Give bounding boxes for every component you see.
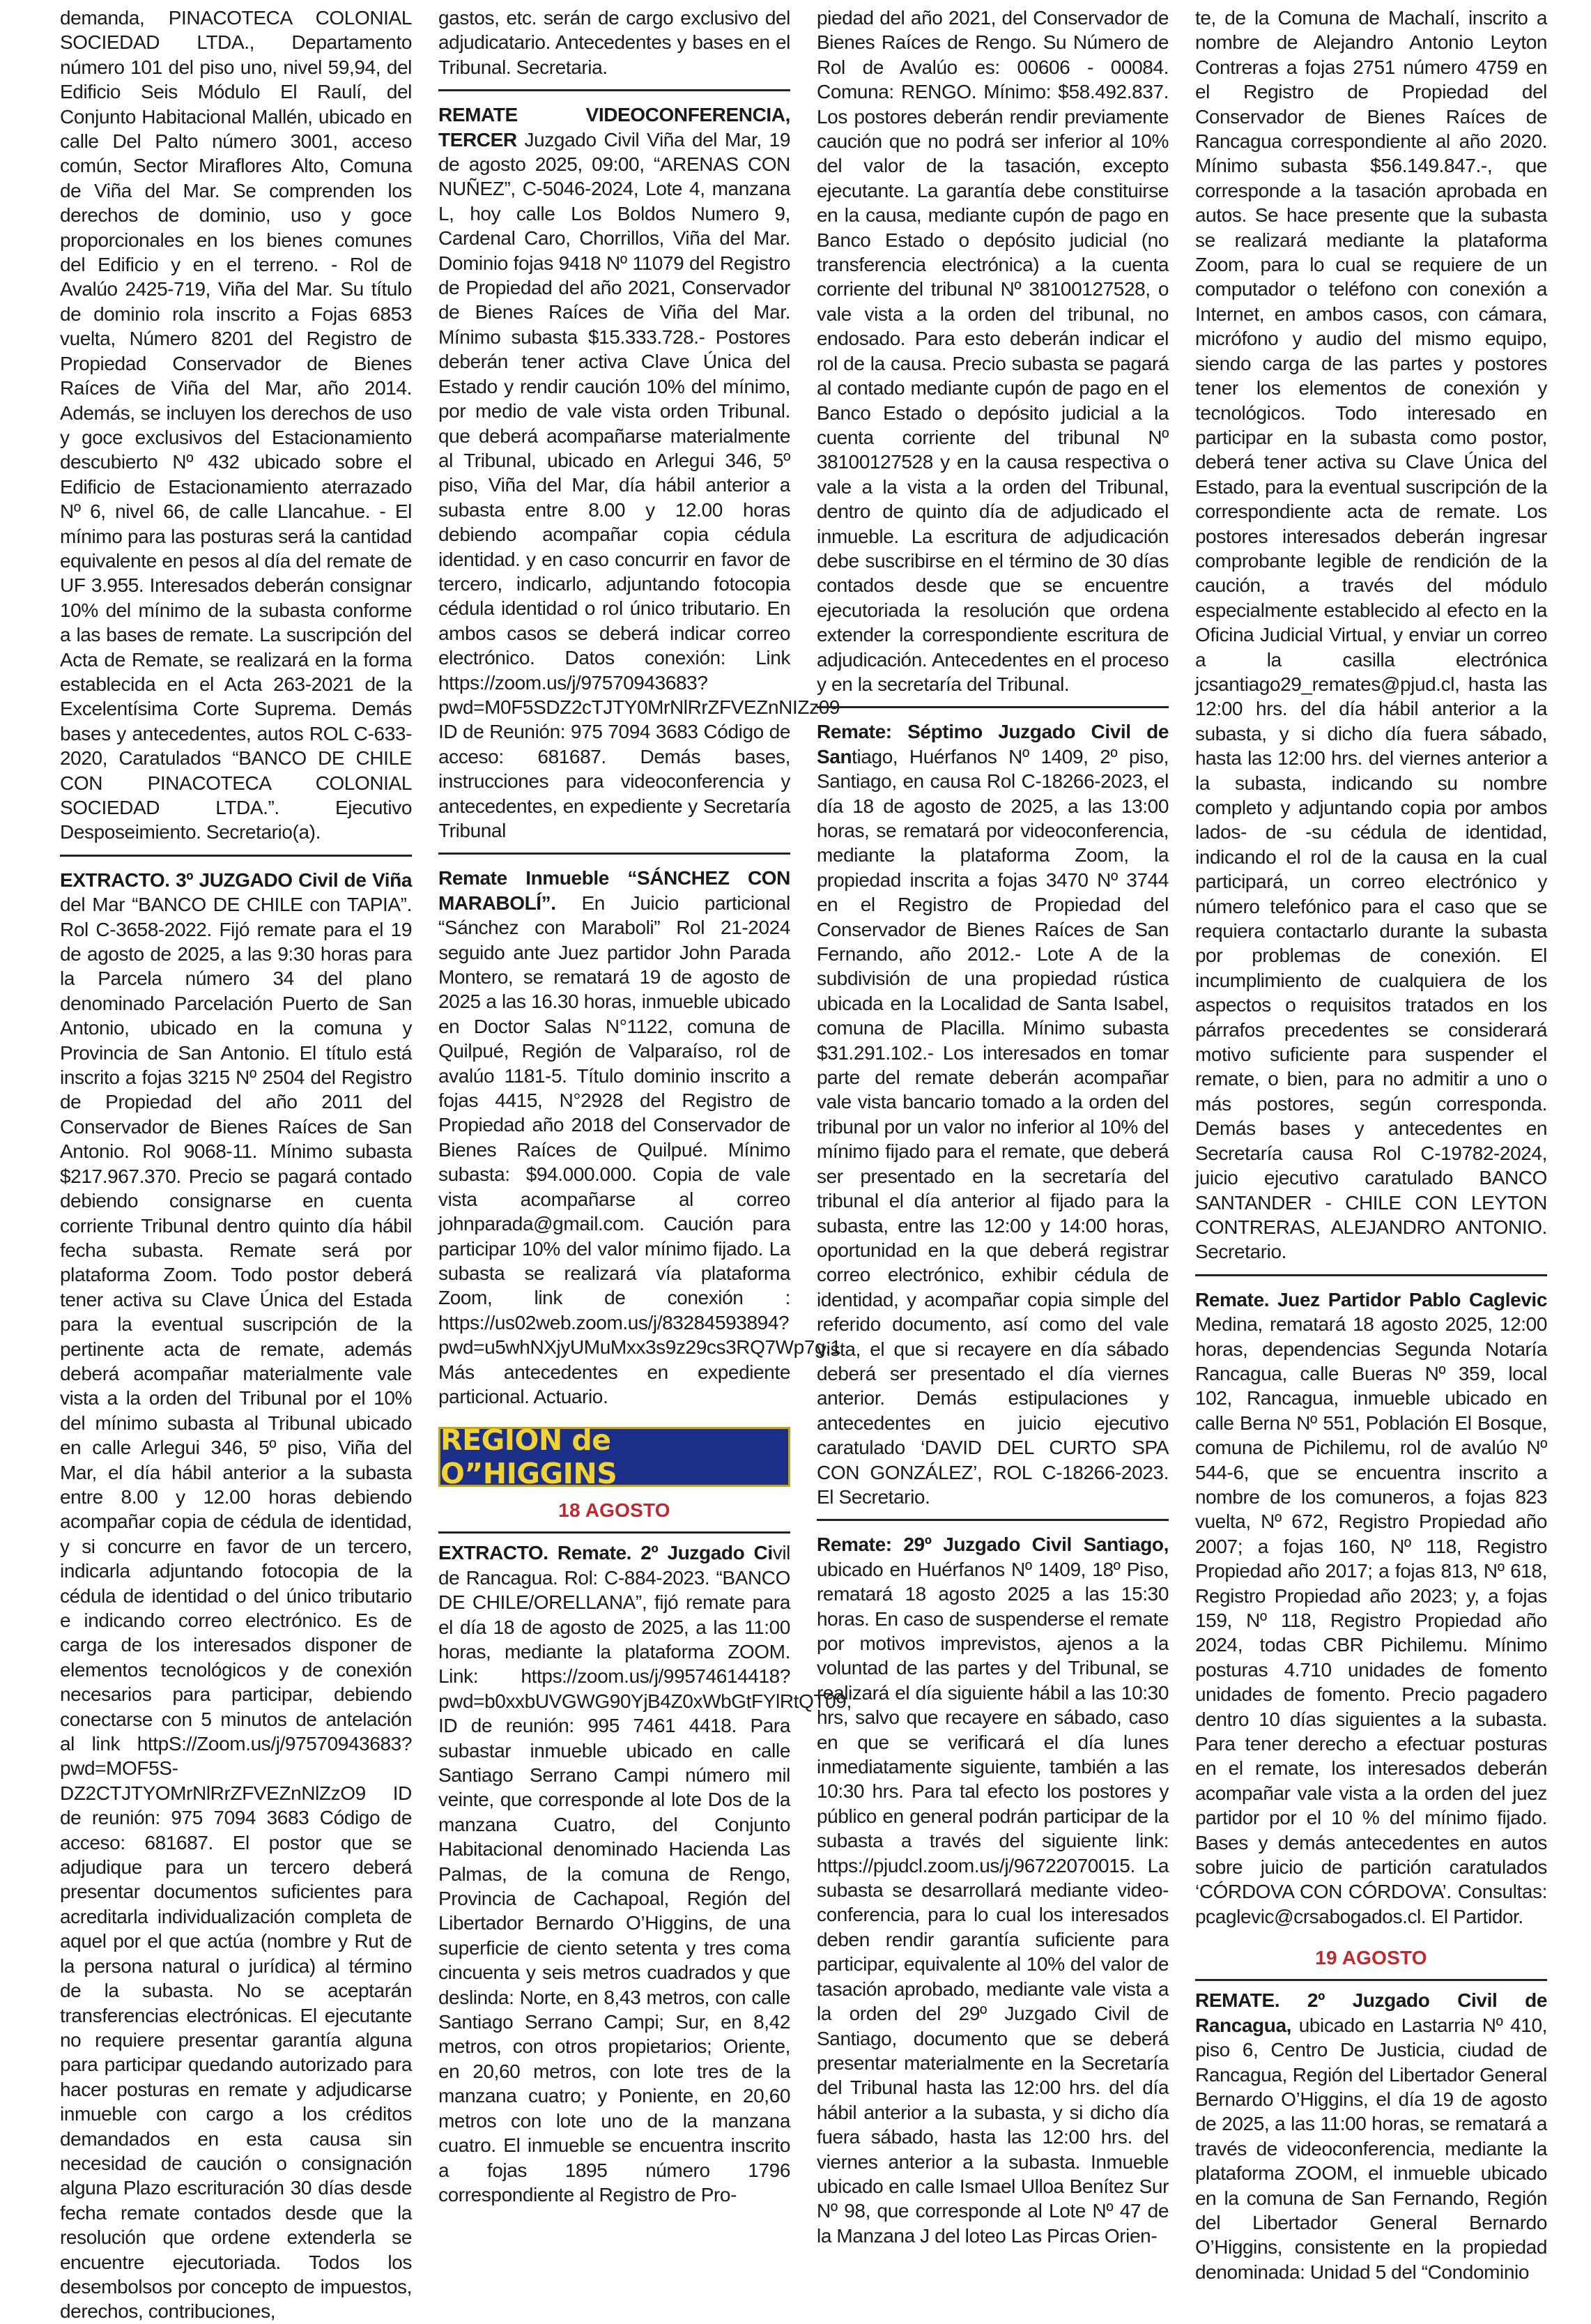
notice-lead: EXTRACTO. Remate. 2º Juzgado Ci bbox=[438, 1542, 773, 1564]
date-heading-label: 18 AGOSTO bbox=[558, 1499, 670, 1522]
notice-tapia-continued bbox=[438, 6, 790, 79]
notice-banco-chile-tapia bbox=[60, 868, 412, 2324]
notice-lead: REMATE. 2º Juzgado Civil de Rancagua, bbox=[1195, 1989, 1547, 2036]
column-1 bbox=[60, 6, 412, 2323]
notice-lead: Remate: Séptimo Juzgado Civil de San bbox=[817, 721, 1169, 767]
notice-divider bbox=[438, 89, 790, 91]
notice-divider bbox=[817, 1519, 1169, 1521]
region-banner bbox=[438, 1423, 790, 1491]
notice-sanchez-con-maraboli bbox=[438, 866, 841, 1409]
notice-body: del Mar “BANCO DE CHILE con TAPIA”. Rol C-3658-2022. Fijó remate para el 19 de agosto de 2025, a las 9:30 horas para la Parcela número 34 del plano denominado Parcelación Puerto de San Antonio, ubicado en la comuna y Provincia de San Antonio. El título está inscrito a fojas 3215 Nº 2504 del Registro de Propiedad del año 2011 del Conservador de Bienes Raíces de San Antonio. Rol 9068-11. Mínimo subasta $217.967.370. Precio se pagará contado debiendo consignarse en cuenta corriente Tribunal dentro quinto día hábil fecha subasta. Remate será por plataforma Zoom. Todo postor deberá tener activa su Clave Única del Estada para la eventual suscripción de la pertinente acta de remate, además deberá acompañar materialmente vale vista a la orden del Tribunal por el 10% del mínimo subasta al Tribunal ubicado en calle Arlegui 346, 5º piso, Viña del Mar, el día hábil anterior a la subasta entre 8.00 y 12.00 horas debiendo acompañar copia de cédula de identidad, y si concurre en favor de un tercero, indicarla adjuntando fotocopia de la cédula de identidad o del único tributario e indicando correo electrónico. Es de carga de los interesados disponer de elementos tecnológicos y de conexión necesarios para participar, debiendo conectarse con 5 minutos de antelación al link httpS://Zoom.us/j/97570943683?pwd=MOF5S-DZ2CTJTYOMrNlRrZFVEZnNlZzO9 ID de reunión: 975 7094 3683 Código de acceso: 681687. El postor que se adjudique para un tercero deberá presentar documentos suficientes para acreditarla individualización completa de aquel por el que actúa (nombre y Rut de la persona natural o jurídica) al término de la subasta. No se aceptarán transferencias electrónicas. El ejecutante no requiere presentar garantía alguna para participar quedando autorizado para hacer posturas en remate y adjudicarse inmueble con cargo a los créditos demandados en esta causa sin necesidad de caución o consignación alguna Plazo escrituración 30 días desde fecha remate contados desde que la resolución que ordene extenderla se encuentre ejecutoriada. Todos los desembolsos por concepto de impuestos, derechos, contribuciones, bbox=[60, 894, 412, 2323]
notice-29-juzgado-santiago bbox=[817, 1532, 1169, 2248]
notice-leyton-continued bbox=[1195, 6, 1547, 1264]
notice-divider bbox=[60, 855, 412, 857]
notice-body: te, de la Comuna de Machalí, inscrito a nombre de Alejandro Antonio Leyton Contreras a fojas 2751 número 4759 en el Registro de Propiedad del Conservador de Bienes Raíces de Rancagua correspondiente al año 2020. Mínimo subasta $56.149.847.-, que corresponde a la tasación aprobada en autos. Se hace presente que la subasta se realizará mediante la plataforma Zoom, para lo cual se requiere de un computador o teléfono con conexión a Internet, en ambos casos, con cámara, micrófono y audio del mismo equipo, siendo carga de las partes y postores tener los elementos de conexión y tecnológicos. Todo interesado en participar en la subasta como postor, deberá tener activa su Clave Única del Estado, para la eventual suscripción de la correspondiente acta de remate. Los postores interesados deberán ingresar comprobante legible de rendición de la caución, a través del módulo especialmente establecido al efecto en la Oficina Judicial Virtual, y enviar un correo a la casilla electrónica jcsantiago29_remates@pjud.cl, hasta las 12:00 hrs. del día hábil anterior a la subasta, y si dicho día fuera sábado, hasta las 12:00 hrs. del viernes anterior a la subasta, indicando su nombre completo y adjuntando copia por ambos lados- de -su cédula de identidad, indicando el rol de la causa en la cual participará, un correo electrónico y número telefónico para el caso que se requiera contactarlo durante la subasta por problemas de conexión. El incumplimiento de cualquiera de los aspectos o requisitos tratados en los párrafos precedentes se considerará motivo suficiente para suspender el remate, o bien, para no admitir a uno o más postores, según corresponda. Demás bases y antecedentes en Secretaría causa Rol C-19782-2024, juicio ejecutivo caratulado BANCO SANTANDER - CHILE CON LEYTON CONTRERAS, ALEJANDRO ANTONIO. Secretario. bbox=[1195, 7, 1547, 1263]
notice-body: Juzgado Civil Viña del Mar, 19 de agosto 2025, 09:00, “ARENAS CON NUÑEZ”, C-5046-2024, Lote 4, manzana L, hoy calle Los Boldos Numero 9, Cardenal Caro, Chorrillos, Viña del Mar. Dominio fojas 9418 Nº 11079 del Registro de Propiedad del año 2021, Conservador de Bienes Raíces de Viña del Mar. Mínimo subasta $15.333.728.- Postores deberán tener activa Clave Única del Estado y rendir caución 10% del mínimo, por medio de vale vista orden Tribunal. que deberá acompañarse materialmente al Tribunal, ubicado en Arlegui 346, 5º piso, Viña del Mar, día hábil anterior a subasta entre 8.00 y 12.00 horas debiendo acompañar copia cédula identidad. y en caso concurrir en favor de tercero, indicarlo, adjuntando fotocopia cédula identidad o rol único tributario. En ambos casos se deberá indicar correo electrónico. Datos conexión: Link https://zoom.us/j/97570943683?pwd=M0F5SDZ2cTJTY0MrNlRrZFVEZnNIZz09 ID de Reunión: 975 7094 3683 Código de acceso: 681687. Demás bases, instrucciones para videoconferencia y antecedentes, en expediente y Secretaría Tribunal bbox=[438, 128, 840, 841]
notice-lead: EXTRACTO. 3º JUZGADO Civil de Viña bbox=[60, 869, 412, 891]
date-heading-label: 19 AGOSTO bbox=[1315, 1947, 1427, 1969]
notice-body: Medina, rematará 18 agosto 2025, 12:00 horas, dependencias Segunda Notaría Rancagua, calle Bueras Nº 359, local 102, Rancagua, inmueble ubicado en calle Berna Nº 551, Población El Bosque, comuna de Pichilemu, rol de avalúo Nº 544-6, que se encuentra inscrito a nombre de los comuneros, a fojas 823 vuelta, Nº 672, Registro Propiedad año 2007; a fojas 160, Nº 118, Registro Propiedad año 2017; a fojas 813, Nº 618, Registro Propiedad año 2023; y, a fojas 159, Nº 118, Registro Propiedad año 2024, todas CBR Pichilemu. Mínimo posturas 4.710 unidades de fomento unidades de fomento. Precio pagadero dentro 10 días siguientes a la subasta. Para tener derecho a efectuar posturas en el remate, los interesados deberán acompañar vale vista a la orden del juez partidor por el 10 % del mínimo fijado. Bases y demás antecedentes en autos sobre juicio de partición caratulados ‘CÓRDOVA CON CÓRDOVA’. Consultas: pcaglevic@crsabogados.cl. El Partidor. bbox=[1195, 1313, 1547, 1927]
column-4 bbox=[1195, 6, 1547, 2283]
date-heading-19-agosto bbox=[1195, 1947, 1547, 1981]
notice-body: ubicado en Lastarria Nº 410, piso 6, Centro De Justicia, ciudad de Rancagua, Región del Libertador General Bernardo O’Higgins, el día 19 de agosto de 2025, a las 11:00 horas, se rematará a través de videoconferencia, mediante la plataforma ZOOM, el inmueble ubicado en la comuna de San Fernando, Región del Libertador General Bernardo O’Higgins, consistente en la propiedad denominada: Unidad 5 del “Condominio bbox=[1195, 2014, 1547, 2283]
notice-body: En Juicio particional “Sánchez con Maraboli” Rol 21-2024 seguido ante Juez partidor John Parada Montero, se rematará 19 de agosto de 2025 a las 16.30 horas, inmueble ubicado en Doctor Salas N°1122, comuna de Quilpué, Región de Valparaíso, rol de avalúo 1181-5. Título dominio inscrito a fojas 4415, N°2928 del Registro de Propiedad año 2018 del Conservador de Bienes Raíces de Quilpué. Mínimo subasta: $94.000.000. Copia de vale vista acompañarse al correo johnparada@gmail.com. Caución para participar 10% del valor mínimo fijado. La subasta se realizará vía plataforma Zoom, link de conexión : https://us02web.zoom.us/j/83284593894?pwd=u5whNXjyUMuMxx3s9z29cs3RQ7Wp7g.1 Más antecedentes en expediente particional. Actuario. bbox=[438, 892, 841, 1407]
notice-lead: Remate: 29º Juzgado Civil Santiago, bbox=[817, 1534, 1169, 1556]
date-heading-18-agosto bbox=[438, 1499, 790, 1534]
notice-orellana-continued bbox=[817, 6, 1169, 696]
notice-body: ubicado en Huérfanos Nº 1409, 18º Piso, rematará 18 agosto 2025 a las 15:30 horas. En caso de suspenderse el remate por motivos imprevistos, ajenos a la voluntad de las partes y del Tribunal, se realizará el día siguiente hábil a las 10:30 hrs, salvo que recayere en sábado, caso en que se verificará el día lunes inmediatamente siguiente, también a las 10:30 hrs. Para tal efecto los postores y público en general podrán participar de la subasta a través del siguiente link: https://pjudcl.zoom.us/j/96722070015. La subasta se desarrollará mediante video-conferencia, para lo cual los interesados deben rendir garantía suficiente para participar, equivalente al 10% del valor de tasación aprobado, mediante vale vista a la orden del 29º Juzgado Civil de Santiago, documento que se deberá presentar materialmente en la Secretaría del Tribunal hasta las 12:00 hrs. del día hábil anterior a la subasta, y si dicho día fuera sábado, hasta las 12:00 hrs. del viernes anterior a la subasta. Inmueble ubicado en calle Ismael Ulloa Benítez Sur Nº 98, que corresponde al Lote Nº 47 de la Manzana J del loteo Las Pircas Orien- bbox=[817, 1558, 1169, 2247]
notice-banco-chile-orellana bbox=[438, 1541, 852, 2207]
notice-septimo-juzgado-santiago bbox=[817, 719, 1169, 1509]
notice-2-juzgado-rancagua bbox=[1195, 1988, 1547, 2284]
notice-body: piedad del año 2021, del Conservador de Bienes Raíces de Rengo. Su Número de Rol de Avalúo es: 00606 - 00084. Comuna: RENGO. Mínimo: $58.492.837. Los postores deberán rendir previamente caución que no podrá ser inferior al 10% del valor de la tasación, excepto ejecutante. La garantía debe constituirse en la causa, mediante cupón de pago en Banco Estado o depósito judicial (no transferencia electrónica) a la cuenta corriente del tribunal Nº 38100127528, o vale vista a la orden del tribunal, no endosado. Para esto deberán indicar el rol de la causa. Precio subasta se pagará al contado mediante cupón de pago en el Banco Estado o depósito judicial a la cuenta corriente del tribunal Nº 38100127528 y en la causa respectiva o vale a la vista a la orden del Tribunal, dentro de quinto día de adjudicado el inmueble. La escritura de adjudicación debe suscribirse en el término de 30 días contados desde que se encuentre ejecutoriada la resolución que ordena extender la correspondiente escritura de adjudicación. Antecedentes en el proceso y en la secretaría del Tribunal. bbox=[817, 7, 1169, 695]
notice-divider bbox=[438, 853, 790, 855]
notice-lead: Remate. Juez Partidor Pablo Caglevic bbox=[1195, 1288, 1547, 1310]
region-banner-title: REGION de O”HIGGINS bbox=[440, 1423, 617, 1491]
notice-juez-partidor-caglevic bbox=[1195, 1287, 1547, 1929]
notice-body: tiago, Huérfanos Nº 1409, 2º piso, Santiago, en causa Rol C-18266-2023, el día 18 de agosto de 2025, a las 13:00 horas, se rematará por videoconferencia, mediante la plataforma Zoom, la propiedad inscrita a fojas 3470 Nº 3744 en el Registro de Propiedad del Conservador de Bienes Raíces de San Fernando, año 2012.- Lote A de la subdivisión de una propiedad rústica ubicada en la Localidad de Santa Isabel, comuna de Placilla. Mínimo subasta $31.291.102.- Los interesados en tomar parte del remate deberán acompañar vale vista bancario tomado a la orden del tribunal por un valor no inferior al 10% del mínimo fijado para el remate, que deberá ser presentado en la secretaría del tribunal el día anterior al fijado para la subasta, entre las 12:00 y 14:00 horas, oportunidad en la que deberá registrar correo electrónico, exhibir cédula de identidad, y acompañar copia simple del referido documento, así como del vale vista, el que si recayere en día sábado deberá ser presentado el día viernes anterior. Demás estipulaciones y antecedentes en juicio ejecutivo caratulado ‘DAVID DEL CURTO SPA CON GONZÁLEZ’, ROL C-18266-2023. El Secretario. bbox=[817, 745, 1169, 1508]
notice-arenas-con-nunez bbox=[438, 102, 840, 843]
notice-lead: Remate Inmueble “SÁNCHEZ CON MARABOLÍ”. bbox=[438, 867, 790, 914]
notice-body: vil de Rancagua. Rol: C-884-2023. “BANCO DE CHILE/ORELLANA”, fijó remate para el día 18 de agosto de 2025, a las 11:00 horas, mediante la plataforma ZOOM. Link: https://zoom.us/j/99574614418?pwd=b0xxbUVGWG90YjB4Z0xWbGtFYlRtQT09, ID de reunión: 995 7461 4418. Para subastar inmueble ubicado en calle Santiago Serrano Campi número mil veinte, que corresponde al lote Dos de la manzana Cuatro, del Conjunto Habitacional denominado Hacienda Las Palmas, de la comuna de Rengo, Provincia de Cachapoal, Región del Libertador Bernardo O’Higgins, de una superficie de ciento setenta y tres coma cincuenta y seis metros cuadrados y que deslinda: Norte, en 8,43 metros, con calle Santiago Serrano Campi; Sur, en 8,42 metros, con otros propietarios; Oriente, en 20,60 metros, con lote tres de la manzana cuatro; y Poniente, en 20,60 metros con lote uno de la manzana cuatro. El inmueble se encuentra inscrito a fojas 1895 número 1796 correspondiente al Registro de Pro- bbox=[438, 1542, 852, 2205]
column-2 bbox=[438, 6, 852, 2238]
notice-lead: REMATE VIDEOCONFERENCIA, TERCER bbox=[438, 104, 790, 151]
notice-body: demanda, PINACOTECA COLONIAL SOCIEDAD LTDA., Departamento número 101 del piso uno, nivel 59,94, del Edificio Seis Módulo El Raulí, del Conjunto Habitacional Mallén, ubicado en calle Del Palto número 3001, acceso común, Sector Miraflores Alto, Comuna de Viña del Mar. Se comprenden los derechos de dominio, uso y goce proporcionales en los bienes comunes del Edificio y en el terreno. - Rol de Avalúo 2425-719, Viña del Mar. Su título de dominio rola inscrito a Fojas 6853 vuelta, Número 8201 del Registro de Propiedad Conservador de Bienes Raíces de Viña del Mar, año 2014. Además, se incluyen los derechos de uso y goce exclusivos del Estacionamiento descubierto Nº 432 ubicado sobre el Edificio de Estacionamiento aterrazado Nº 6, nivel 66, de calle Llancahue. - El mínimo para las posturas será la cantidad equivalente en pesos al día del remate de UF 3.955. Interesados deberán consignar 10% del mínimo de la subasta conforme a las bases de remate. La suscripción del Acta de Remate, se realizará en la forma establecida en el Acta 263-2021 de la Excelentísima Corte Suprema. Demás bases y antecedentes, autos ROL C-633-2020, Caratulados “BANCO DE CHILE CON PINACOTECA COLONIAL SOCIEDAD LTDA.”. Ejecutivo Desposeimiento. Secretario(a). bbox=[60, 7, 412, 843]
notice-divider bbox=[817, 706, 1169, 708]
notice-divider bbox=[1195, 1274, 1547, 1276]
notice-body: gastos, etc. serán de cargo exclusivo del adjudicatario. Antecedentes y bases en el Tribunal. Secretaria. bbox=[438, 7, 790, 78]
column-3 bbox=[817, 6, 1169, 2247]
notice-pinacoteca-continued bbox=[60, 6, 412, 845]
